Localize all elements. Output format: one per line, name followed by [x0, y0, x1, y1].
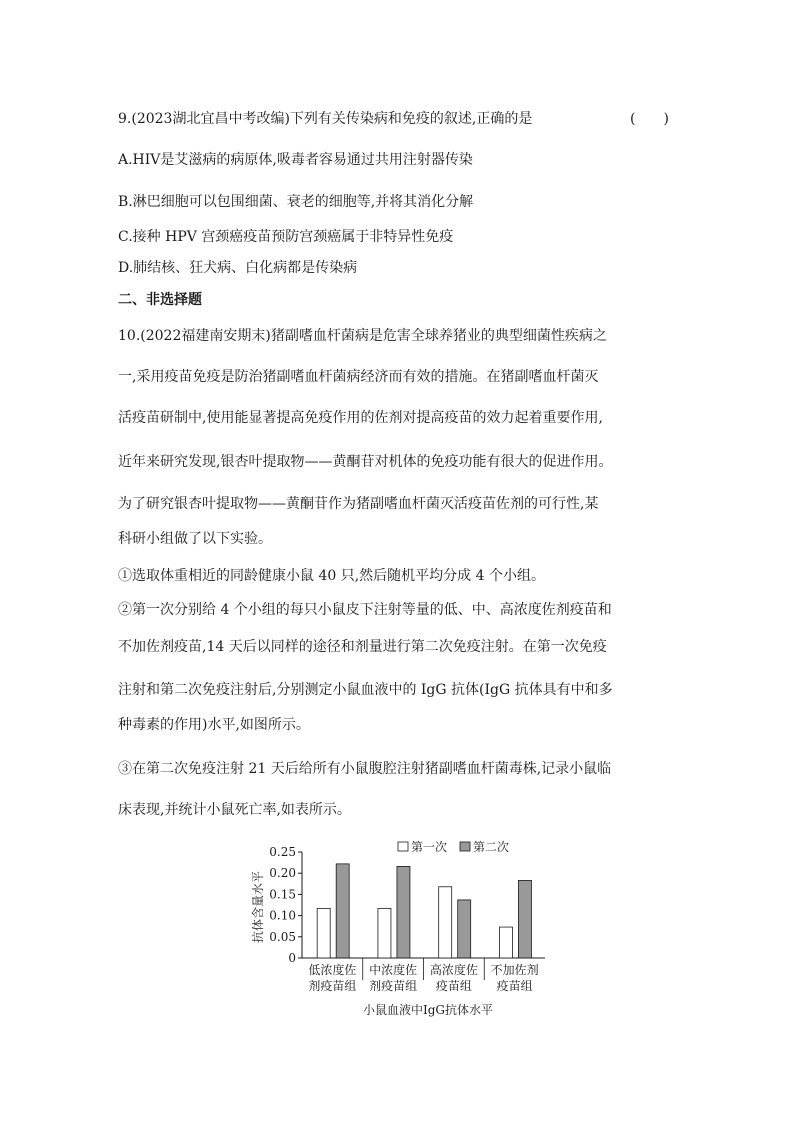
y-tick-label: 0.10 — [269, 908, 296, 923]
q10-line-7: ①选取体重相近的同龄健康小鼠 40 只,然后随机平均分成 4 个小组。 — [118, 568, 545, 584]
q10-line-1: 10.(2022福建南安期末)猪副嗜血杆菌病是危害全球养猪业的典型细菌性疾病之 — [118, 328, 607, 344]
category-label: 剂疫苗组 — [369, 979, 418, 993]
y-tick-label: 0.25 — [269, 845, 296, 859]
q10-line-12: ③在第二次免疫注射 21 天后给所有小鼠腹腔注射猪副嗜血杆菌毒株,记录小鼠临 — [118, 761, 612, 777]
bar-first-1 — [378, 908, 391, 958]
category-label: 剂疫苗组 — [308, 979, 357, 993]
q10-line-10: 注射和第二次免疫注射后,分别测定小鼠血液中的 IgG 抗体(IgG 抗体具有中和多 — [118, 682, 613, 698]
legend-label: 第一次 — [411, 840, 448, 854]
legend-swatch — [460, 842, 470, 851]
q10-line-2: 一,采用疫苗免疫是防治猪副嗜血杆菌病经济而有效的措施。在猪副嗜血杆菌灭 — [118, 369, 599, 385]
q9-option-c: C.接种 HPV 宫颈癌疫苗预防宫颈癌属于非特异性免疫 — [118, 229, 454, 245]
igg-bar-chart — [240, 832, 560, 1022]
category-label: 高浓度佐 — [429, 963, 478, 977]
chart-title: 小鼠血液中IgG抗体水平 — [362, 1003, 494, 1017]
bar-first-2 — [439, 887, 452, 958]
category-label: 低浓度佐 — [308, 963, 357, 977]
bar-second-0 — [336, 864, 349, 958]
q10-line-4: 近年来研究发现,银杏叶提取物——黄酮苷对机体的免疫功能有很大的促进作用。 — [118, 454, 613, 470]
chart-legend — [398, 839, 509, 854]
category-label: 中浓度佐 — [369, 963, 418, 977]
section-title: 二、非选择题 — [118, 292, 202, 308]
q9-option-d: D.肺结核、狂犬病、白化病都是传染病 — [118, 260, 358, 276]
legend-label: 第二次 — [473, 840, 510, 854]
category-label: 疫苗组 — [435, 979, 472, 993]
y-tick-label: 0.05 — [269, 929, 296, 944]
bar-second-2 — [458, 900, 471, 958]
bar-second-1 — [397, 866, 410, 958]
q10-line-6: 科研小组做了以下实验。 — [118, 531, 272, 547]
y-axis-title — [250, 871, 265, 943]
category-label: 疫苗组 — [496, 979, 533, 993]
legend-swatch — [398, 842, 408, 851]
y-tick-label: 0.15 — [269, 887, 296, 902]
q9-answer-paren: ( ) — [630, 111, 669, 127]
bar-second-3 — [518, 880, 531, 958]
q10-line-11: 种毒素的作用)水平,如图所示。 — [118, 717, 310, 733]
y-tick-label: 0.20 — [269, 866, 296, 881]
q9-option-b: B.淋巴细胞可以包围细菌、衰老的细胞等,并将其消化分解 — [118, 194, 474, 210]
q10-line-8: ②第一次分别给 4 个小组的每只小鼠皮下注射等量的低、中、高浓度佐剂疫苗和 — [118, 602, 612, 618]
q9-option-a: A.HIV是艾滋病的病原体,吸毒者容易通过共用注射器传染 — [118, 152, 473, 168]
bar-first-0 — [317, 908, 330, 958]
q10-line-9: 不加佐剂疫苗,14 天后以同样的途径和剂量进行第二次免疫注射。在第一次免疫 — [118, 639, 607, 655]
q10-line-5: 为了研究银杏叶提取物——黄酮苷作为猪副嗜血杆菌灭活疫苗佐剂的可行性,某 — [118, 496, 599, 512]
y-tick-label: 0 — [288, 951, 296, 965]
q10-line-3: 活疫苗研制中,使用能显著提高免疫作用的佐剂对提高疫苗的效力起着重要作用, — [118, 410, 603, 426]
bar-first-3 — [499, 927, 512, 958]
q10-line-13: 床表现,并统计小鼠死亡率,如表所示。 — [118, 802, 351, 818]
q9-stem: 9.(2023湖北宜昌中考改编)下列有关传染病和免疫的叙述,正确的是 — [118, 111, 533, 127]
category-label: 不加佐剂 — [490, 963, 539, 977]
y-axis-label: 抗体含量水平 — [251, 870, 265, 944]
